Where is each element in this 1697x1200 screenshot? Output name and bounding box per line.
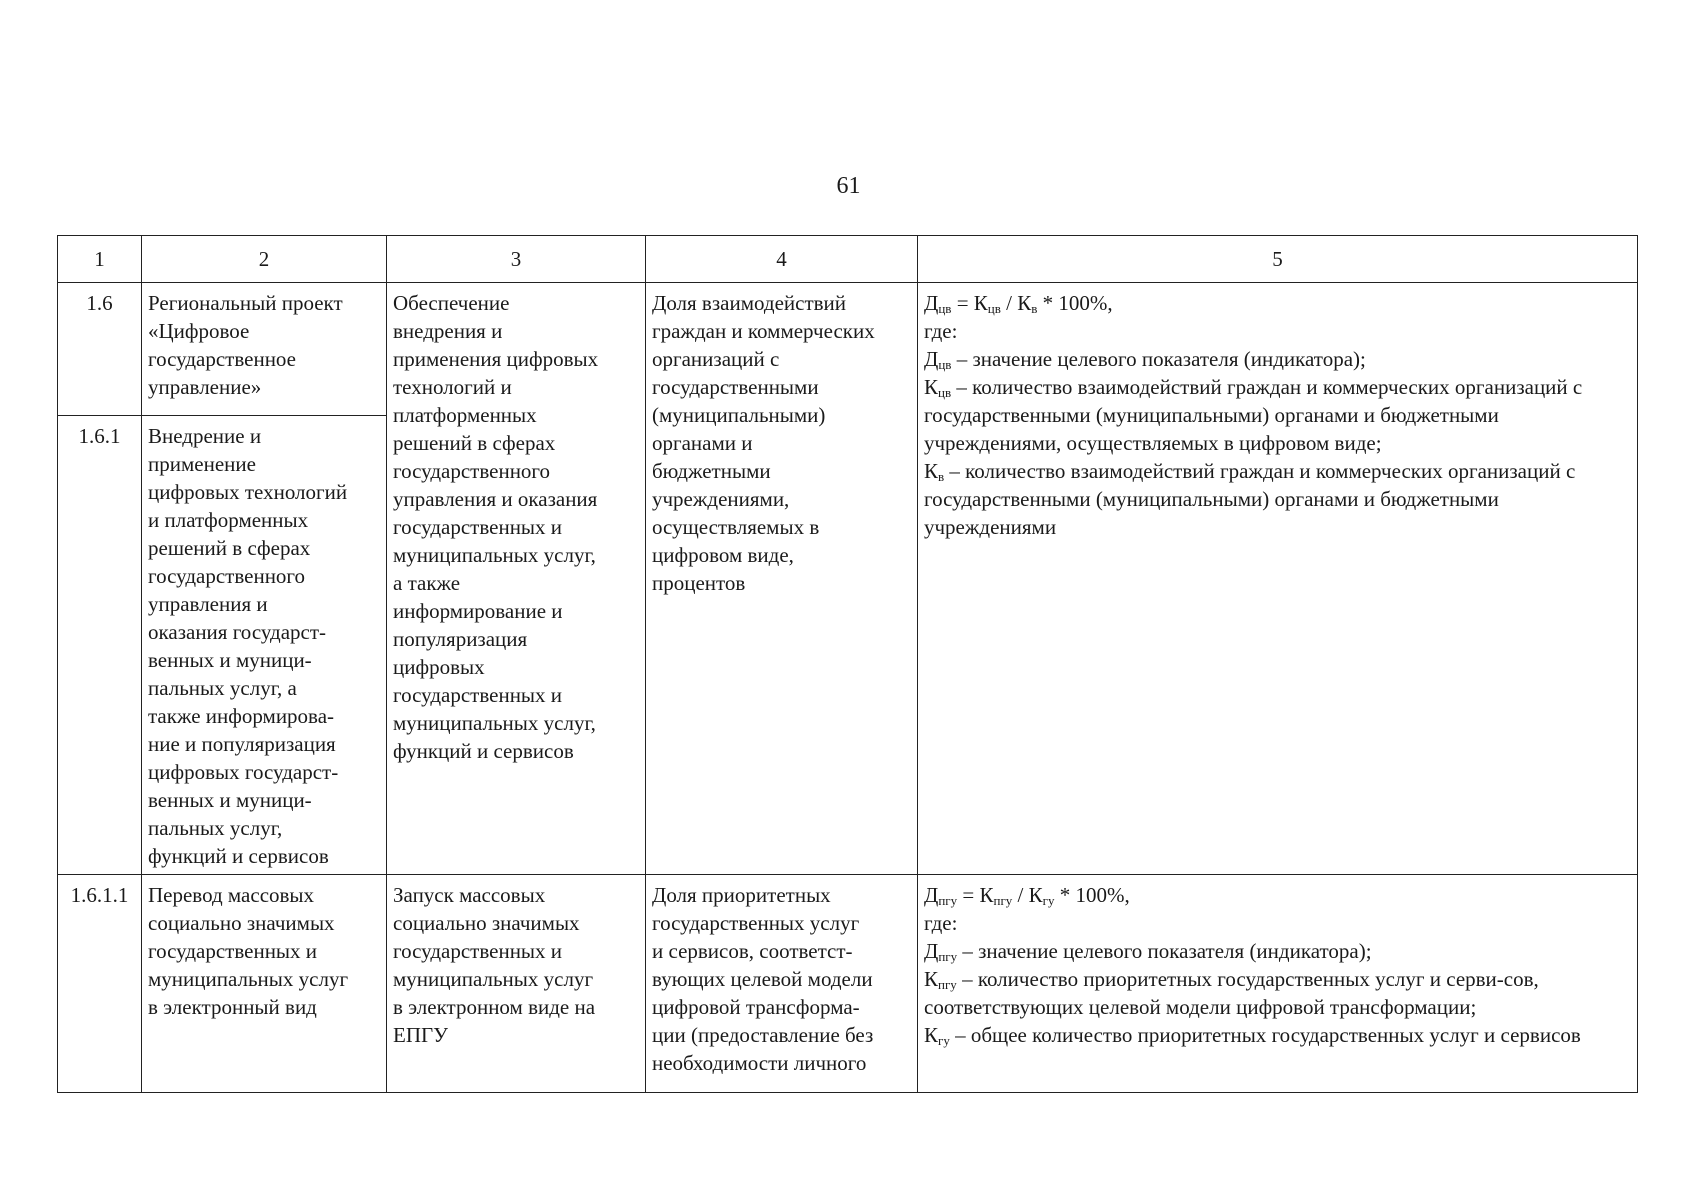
row-name: Региональный проект «Цифровое государственное управление» — [142, 283, 387, 416]
formula-line: $К_{цв}$ – количество взаимодействий граждан и коммерческих организаций с государственными (муниципальными) органами и бюджетными учреждениями, осуществляемых в цифровом виде; — [924, 375, 1583, 455]
row-indicator: Доля приоритетных государственных услуг и сервисов, соответст- вующих целевой модели цифровой трансформа- ции (предоставление без необходимости личного — [646, 875, 918, 1093]
row-number: 1.6 — [58, 283, 142, 416]
row-indicator: Доля взаимодействий граждан и коммерческих организаций с государственными (муниципальными) органами и бюджетными учреждениями, осуществляемых в цифровом виде, процентов — [646, 283, 918, 875]
page-number: 61 — [836, 173, 861, 199]
column-header: 2 — [142, 236, 387, 283]
formula-where: где: — [924, 911, 958, 935]
row-name: Внедрение и применение цифровых технологий и платформенных решений в сферах государственного управления и оказания государст- венных и муници- пальных услуг, а также информирова- ние и популяризация цифровых государст- венных и муници- пальных услуг, функций и сервисов — [142, 416, 387, 875]
column-header: 3 — [387, 236, 646, 283]
formula-line: $К_в$ – количество взаимодействий граждан и коммерческих организаций с государственными (муниципальными) органами и бюджетными учреждениями — [924, 459, 1576, 539]
table-row — [58, 875, 1638, 1093]
table-row — [58, 283, 1638, 416]
table-header-row — [58, 236, 1638, 283]
formula-line: $Д_{цв} = К_{цв} / К_в * 100\%$, — [924, 291, 1113, 316]
column-header: 5 — [918, 236, 1638, 283]
row-goal: Обеспечение внедрения и применения цифровых технологий и платформенных решений в сферах государственного управления и оказания государственных и муниципальных услуг, а также информирование и популяризация цифровых государственных и муниципальных услуг, функций и сервисов — [387, 283, 646, 875]
formula-line: $Д_{пгу} = К_{пгу} / К_{гу} * 100\%$, — [924, 883, 1130, 908]
row-formula — [918, 283, 1638, 875]
column-header: 1 — [58, 236, 142, 283]
column-header: 4 — [646, 236, 918, 283]
formula-line: $К_{гу}$ – общее количество приоритетных государственных услуг и сервисов — [924, 1023, 1581, 1048]
row-formula — [918, 875, 1638, 1093]
indicators-table — [57, 235, 1638, 1093]
row-name: Перевод массовых социально значимых государственных и муниципальных услуг в электронный вид — [142, 875, 387, 1093]
formula-line: $Д_{пгу}$ – значение целевого показателя (индикатора); — [924, 939, 1372, 964]
row-number: 1.6.1.1 — [58, 875, 142, 1093]
formula-line: $Д_{цв}$ – значение целевого показателя (индикатора); — [924, 347, 1366, 372]
row-number: 1.6.1 — [58, 416, 142, 875]
row-goal: Запуск массовых социально значимых государственных и муниципальных услуг в электронном виде на ЕПГУ — [387, 875, 646, 1093]
formula-line: $К_{пгу}$ – количество приоритетных государственных услуг и серви-сов, соответствующих целевой модели цифровой трансформации; — [924, 967, 1539, 1019]
formula-where: где: — [924, 319, 958, 343]
